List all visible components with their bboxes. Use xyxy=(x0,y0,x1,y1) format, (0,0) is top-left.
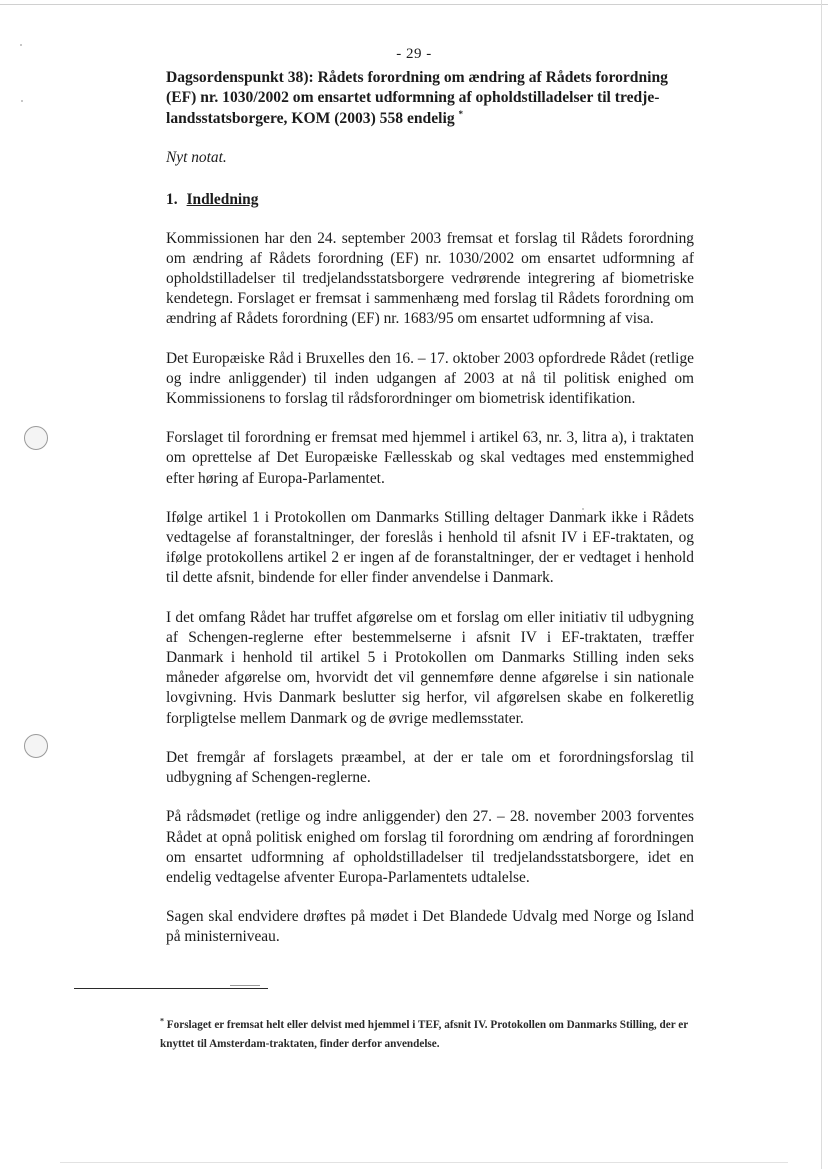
paragraph: Det Europæiske Råd i Bruxelles den 16. – 17. oktober 2003 opfordrede Rådet (retlige og indre anliggender) til inden udgangen af 2003 at nå til politisk enighed om Kommissionens to forslag til rådsforordninger om biometrisk identifikation. xyxy=(166,349,694,408)
footnote xyxy=(160,1016,696,1054)
punch-hole-icon xyxy=(24,734,48,758)
page-edge-right xyxy=(821,0,822,1169)
document-body xyxy=(166,68,694,948)
footnote-marker: * xyxy=(160,1016,164,1026)
page-edge-top xyxy=(0,4,828,5)
agenda-title xyxy=(166,68,694,129)
paragraph: Kommissionen har den 24. september 2003 fremsat et forslag til Rådets forordning om ændring af Rådets forordning (EF) nr. 1030/2002 om ensartet udformning af opholdstilladelser til tredjelandsstatsborgere vedrørende integrering af biometriske kendetegn. Forslaget er fremsat i sammenhæng med forslag til Rådets forordning om ændring af Rådets forordning (EF) nr. 1683/95 om ensartet udformning af visa. xyxy=(166,229,694,328)
footnote-text: Forslaget er fremsat helt eller delvist med hjemmel i TEF, afsnit IV. Protokollen om Danmarks Stilling, der er knyttet til Amsterdam-traktaten, finder derfor anvendelse. xyxy=(160,1019,689,1050)
section-heading xyxy=(166,190,694,210)
agenda-title-text: Dagsordenspunkt 38): Rådets forordning om ændring af Rådets forordning (EF) nr. 1030/2002 om ensartet udformning af opholdstilladelser til tredje-landsstatsborgere, KOM (2003) 558 endelig xyxy=(166,69,668,127)
footnote-reference[interactable]: * xyxy=(458,108,464,119)
paragraph: På rådsmødet (retlige og indre anliggender) den 27. – 28. november 2003 forventes Rådet at opnå politisk enighed om forslag til forordning om ændring af forordningen om ensartet udformning af opholdstilladelser til tredjelandsstatsborgere, idet en endelig vedtagelse afventer Europa-Parlamentets udtalelse. xyxy=(166,808,694,886)
scan-speck xyxy=(21,100,23,102)
note-label: Nyt notat. xyxy=(166,149,227,167)
page-number: - 29 - xyxy=(396,46,432,62)
page-edge-bottom xyxy=(60,1162,788,1163)
paragraph: Ifølge artikel 1 i Protokollen om Danmarks Stilling deltager Danmark ikke i Rådets vedtagelse af foranstaltninger, der foreslås i henhold til afsnit IV i EF-traktaten, og ifølge protokollens artikel 2 er ingen af de foranstaltninger, der er vedtaget i henhold til dette afsnit, bindende for eller finder anvendelse i Danmark. xyxy=(166,508,694,587)
footnote-divider-mark xyxy=(230,985,260,986)
paragraph: Forslaget til forordning er fremsat med hjemmel i artikel 63, nr. 3, litra a), i traktaten om oprettelse af Det Europæiske Fællesskab og skal vedtages med enstemmighed efter høring af Europa-Parlamentet. xyxy=(166,429,694,487)
section-title: Indledning xyxy=(186,191,259,209)
paragraph: Det fremgår af forslagets præambel, at der er tale om et forordningsforslag til udbygning af Schengen-reglerne. xyxy=(166,748,694,787)
section-number: 1. xyxy=(166,191,178,209)
paragraph: I det omfang Rådet har truffet afgørelse om et forslag om eller initiativ til udbygning af Schengen-reglerne efter bestemmelserne i afsnit IV i EF-traktaten, træffer Danmark i henhold til artikel 5 i Protokollen om Danmarks Stilling inden seks måneder afgørelse om, hvorvidt det vil gennemføre denne afgørelse i sin nationale lovgivning. Hvis Danmark beslutter sig herfor, vil afgørelsen skabe en folkeretlig forpligtelse mellem Danmark og de øvrige medlemsstater. xyxy=(166,608,694,727)
paragraph: Sagen skal endvidere drøftes på mødet i Det Blandede Udvalg med Norge og Island på ministerniveau. xyxy=(166,908,694,946)
footnote-divider xyxy=(74,988,268,989)
punch-hole-icon xyxy=(24,426,48,450)
